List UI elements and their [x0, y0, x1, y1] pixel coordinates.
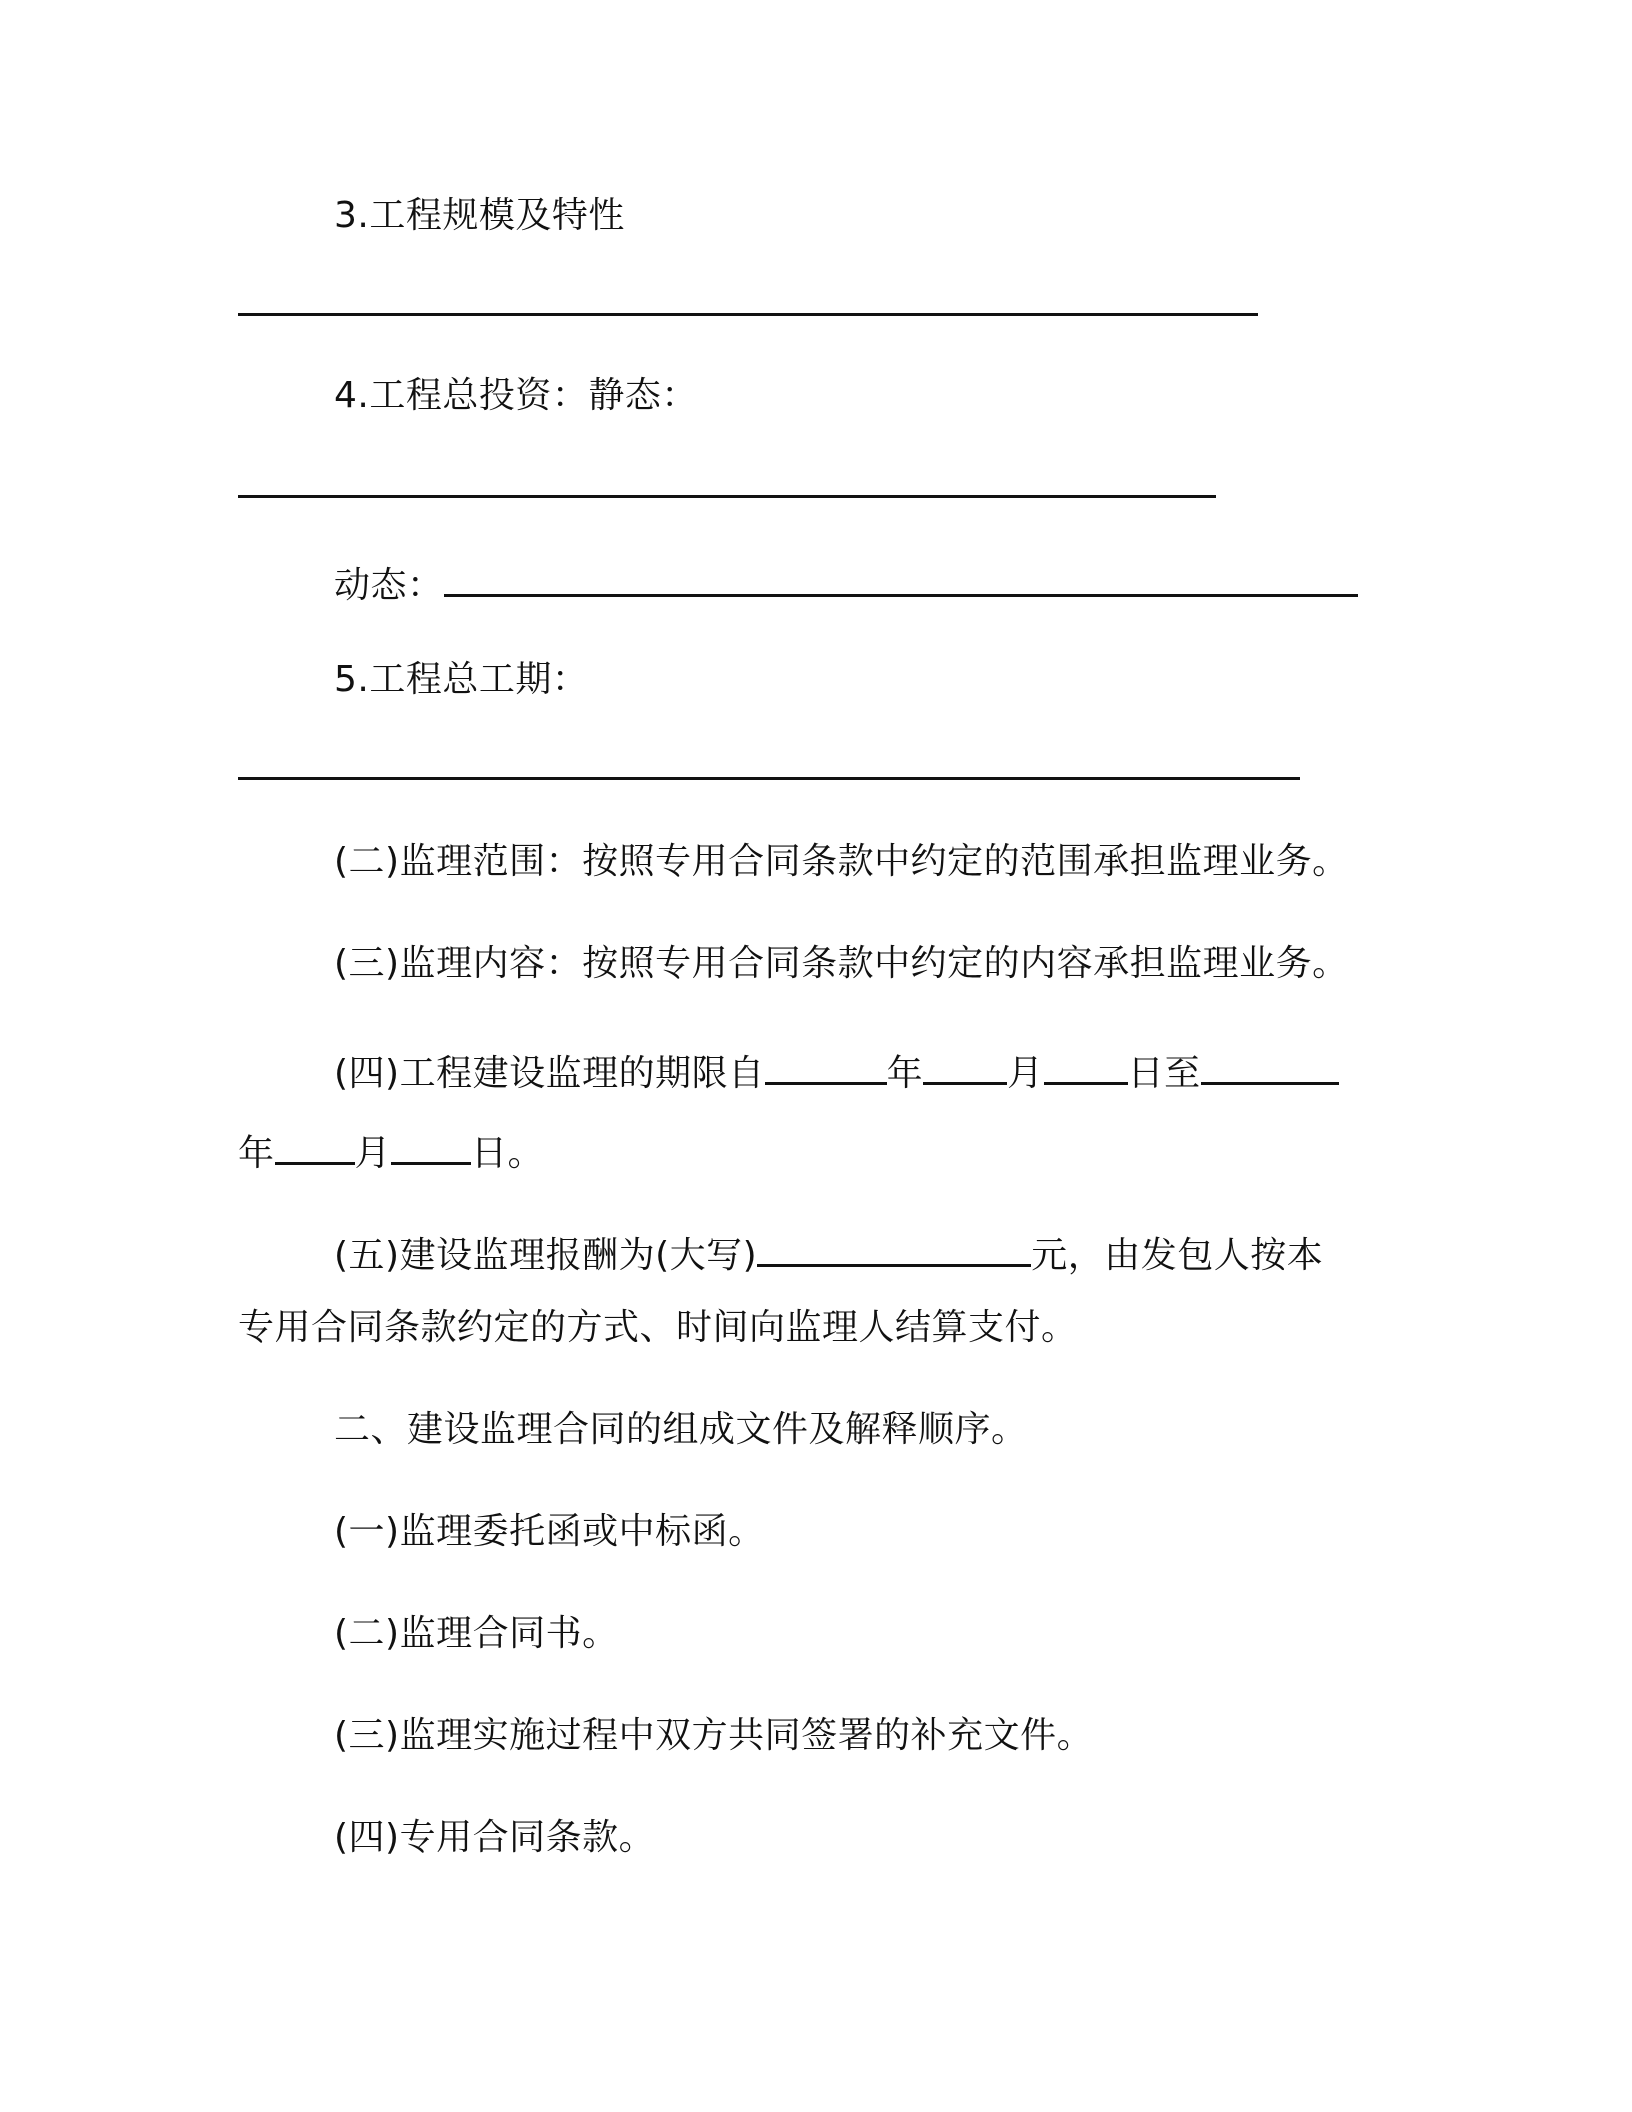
period-year-word: 年 [886, 1053, 924, 1094]
fee-amount-blank [757, 1226, 1031, 1267]
fee-prefix: (五)建设监理报酬为(大写) [334, 1235, 758, 1276]
period-year-word-2: 年 [238, 1133, 275, 1174]
period-day-word-2: 日 [471, 1133, 508, 1174]
doc-list-item: (一)监理委托函或中标函。 [334, 1511, 765, 1552]
item4-static-blank-line [238, 495, 1216, 498]
item4-dynamic-blank [444, 556, 1358, 597]
period-end-year-blank [1201, 1044, 1339, 1085]
period-start-day-blank [1044, 1044, 1128, 1085]
item5-blank-line [238, 777, 1300, 780]
period-end-punct: 。 [507, 1133, 545, 1174]
item4-heading: 4.工程总投资：静态： [334, 375, 698, 416]
period-day-word: 日 [1127, 1053, 1165, 1094]
period-prefix: (四)工程建设监理的期限自 [334, 1053, 765, 1094]
fee-suffix: 元，由发包人按本 [1031, 1235, 1324, 1276]
period-start-month-blank [923, 1044, 1007, 1085]
item5-heading: 5.工程总工期： [334, 659, 589, 700]
doc-list-item: (四)专用合同条款。 [334, 1817, 656, 1858]
period-end-day-blank [391, 1124, 471, 1165]
period-month-word: 月 [1007, 1053, 1044, 1094]
period-clause-line2 [238, 1124, 544, 1178]
period-month-word-2: 月 [354, 1133, 392, 1174]
period-to-word: 至 [1164, 1053, 1201, 1094]
doc-list-item: (二)监理合同书。 [334, 1613, 619, 1654]
item3-blank-line [238, 313, 1258, 316]
doc-list-item: (三)监理实施过程中双方共同签署的补充文件。 [334, 1715, 1094, 1756]
fee-clause-line2: 专用合同条款约定的方式、时间向监理人结算支付。 [238, 1307, 1078, 1348]
period-start-year-blank [765, 1044, 887, 1085]
item3-heading: 3.工程规模及特性 [334, 195, 625, 236]
fee-clause-line1 [334, 1226, 1323, 1280]
item4-dynamic-line [334, 556, 1358, 610]
scope-clause: (二)监理范围：按照专用合同条款中约定的范围承担监理业务。 [334, 841, 1349, 882]
content-clause: (三)监理内容：按照专用合同条款中约定的内容承担监理业务。 [334, 943, 1349, 984]
item4-dynamic-label: 动态： [334, 565, 444, 606]
period-end-month-blank [275, 1124, 355, 1165]
period-clause-line1 [334, 1044, 1339, 1098]
section2-heading: 二、建设监理合同的组成文件及解释顺序。 [334, 1409, 1028, 1450]
